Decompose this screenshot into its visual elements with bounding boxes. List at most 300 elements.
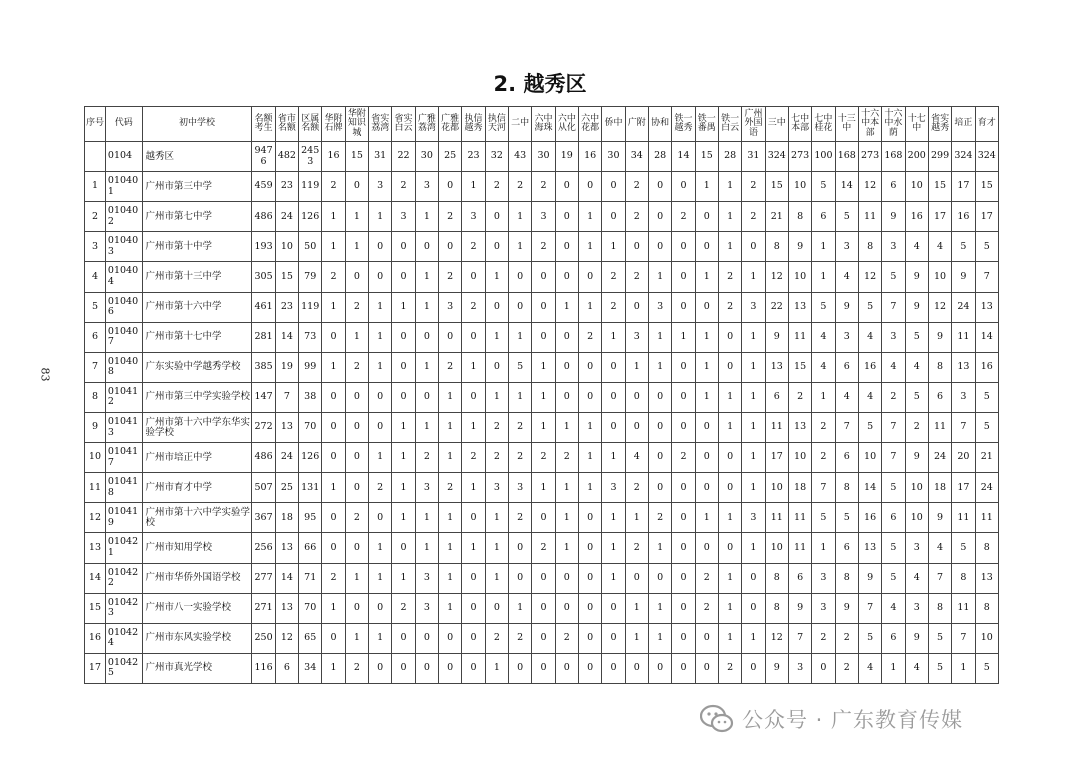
quota-cell: 1 (625, 503, 648, 533)
column-header: 省实白云 (392, 107, 415, 142)
school-name: 广州市第十六中学东华实验学校 (142, 412, 252, 442)
quota-cell: 4 (835, 262, 858, 292)
quota-cell: 7 (858, 593, 881, 623)
quota-cell: 5 (858, 412, 881, 442)
quota-cell: 6 (835, 443, 858, 473)
column-header: 执信天河 (485, 107, 508, 142)
quota-cell: 2 (672, 202, 695, 232)
quota-cell: 0 (555, 322, 578, 352)
quota-cell: 3 (882, 232, 905, 262)
quota-cell: 1 (509, 322, 532, 352)
quota-cell: 2 (555, 443, 578, 473)
quota-cell: 0 (345, 262, 368, 292)
quota-cell: 5 (882, 262, 905, 292)
quota-cell: 1 (532, 352, 555, 382)
quota-cell: 126 (299, 443, 322, 473)
quota-cell: 0 (625, 382, 648, 412)
quota-cell: 2 (742, 202, 765, 232)
quota-cell: 14 (275, 322, 298, 352)
quota-cell: 273 (858, 142, 881, 172)
table-row (85, 352, 999, 382)
quota-cell: 0 (462, 382, 485, 412)
column-header: 十六中水荫 (882, 107, 905, 142)
quota-cell: 28 (718, 142, 741, 172)
quota-cell: 1 (369, 533, 392, 563)
quota-cell: 3 (415, 172, 438, 202)
quota-cell: 0 (415, 623, 438, 653)
quota-cell: 24 (952, 292, 975, 322)
school-code: 010418 (105, 473, 142, 503)
quota-cell: 4 (905, 563, 928, 593)
quota-cell: 305 (252, 262, 275, 292)
quota-cell: 0 (578, 262, 601, 292)
quota-cell: 13 (275, 533, 298, 563)
quota-cell: 2 (439, 262, 462, 292)
quota-cell: 21 (975, 443, 998, 473)
quota-cell: 1 (322, 232, 345, 262)
quota-cell: 1 (718, 593, 741, 623)
row-index: 7 (85, 352, 106, 382)
quota-cell: 19 (275, 352, 298, 382)
quota-cell: 200 (905, 142, 928, 172)
table-row (85, 322, 999, 352)
quota-cell: 0 (742, 563, 765, 593)
quota-cell: 17 (928, 202, 951, 232)
quota-cell: 0 (555, 232, 578, 262)
quota-cell: 1 (648, 262, 671, 292)
quota-cell: 0 (718, 533, 741, 563)
quota-cell: 2 (509, 412, 532, 442)
quota-cell: 3 (462, 202, 485, 232)
quota-cell: 5 (975, 382, 998, 412)
quota-cell: 168 (835, 142, 858, 172)
quota-cell: 43 (509, 142, 532, 172)
quota-cell: 1 (345, 232, 368, 262)
quota-cell: 1 (742, 262, 765, 292)
quota-cell: 30 (415, 142, 438, 172)
quota-cell: 1 (462, 352, 485, 382)
table-row (85, 563, 999, 593)
quota-cell: 10 (858, 443, 881, 473)
quota-cell: 461 (252, 292, 275, 322)
quota-cell: 8 (765, 593, 788, 623)
quota-cell: 14 (858, 473, 881, 503)
quota-cell: 3 (509, 473, 532, 503)
quota-cell: 1 (509, 593, 532, 623)
quota-cell: 7 (952, 412, 975, 442)
quota-cell: 0 (369, 382, 392, 412)
quota-cell: 0 (532, 262, 555, 292)
quota-cell: 1 (718, 202, 741, 232)
school-code: 010425 (105, 653, 142, 683)
quota-cell: 0 (672, 473, 695, 503)
quota-cell: 1 (695, 172, 718, 202)
quota-cell: 1 (485, 382, 508, 412)
quota-cell: 273 (788, 142, 811, 172)
quota-cell: 2 (695, 593, 718, 623)
row-index: 15 (85, 593, 106, 623)
quota-cell: 2 (812, 443, 835, 473)
school-name: 广州市第三中学实验学校 (142, 382, 252, 412)
school-name: 广州市第十三中学 (142, 262, 252, 292)
quota-cell: 0 (718, 473, 741, 503)
table-row (85, 473, 999, 503)
quota-cell: 1 (345, 202, 368, 232)
quota-cell: 0 (602, 382, 625, 412)
quota-cell: 2 (905, 412, 928, 442)
quota-cell: 23 (275, 172, 298, 202)
quota-cell: 1 (392, 503, 415, 533)
header-row (85, 107, 999, 142)
quota-cell: 0 (742, 593, 765, 623)
quota-cell: 8 (788, 202, 811, 232)
quota-cell: 4 (905, 232, 928, 262)
quota-cell: 4 (858, 382, 881, 412)
table-body (85, 142, 999, 684)
school-code: 010406 (105, 292, 142, 322)
quota-cell: 24 (275, 443, 298, 473)
quota-cell: 0 (345, 593, 368, 623)
quota-cell: 8 (835, 563, 858, 593)
quota-cell: 38 (299, 382, 322, 412)
quota-cell: 0 (648, 412, 671, 442)
column-header: 序号 (85, 107, 106, 142)
quota-cell: 0 (812, 653, 835, 683)
quota-cell: 0 (578, 352, 601, 382)
quota-cell: 0 (672, 172, 695, 202)
quota-cell: 2 (812, 412, 835, 442)
quota-cell: 0 (672, 352, 695, 382)
quota-cell: 3 (835, 322, 858, 352)
quota-cell: 4 (905, 653, 928, 683)
quota-cell: 13 (765, 352, 788, 382)
quota-cell: 0 (625, 563, 648, 593)
column-header: 十七中 (905, 107, 928, 142)
quota-cell: 119 (299, 172, 322, 202)
school-code: 010417 (105, 443, 142, 473)
row-index: 10 (85, 443, 106, 473)
column-header: 铁一越秀 (672, 107, 695, 142)
quota-cell: 0 (555, 262, 578, 292)
quota-cell: 1 (392, 292, 415, 322)
quota-cell: 2 (392, 593, 415, 623)
quota-cell: 0 (672, 412, 695, 442)
quota-cell: 9 (905, 262, 928, 292)
quota-cell: 0 (578, 653, 601, 683)
quota-cell: 15 (275, 262, 298, 292)
column-header: 省实荔湾 (369, 107, 392, 142)
quota-cell: 3 (625, 322, 648, 352)
quota-cell: 1 (345, 623, 368, 653)
quota-cell: 2 (462, 443, 485, 473)
quota-cell: 10 (765, 473, 788, 503)
quota-cell: 25 (275, 473, 298, 503)
quota-cell: 8 (975, 533, 998, 563)
quota-cell: 13 (975, 563, 998, 593)
quota-cell: 0 (532, 292, 555, 322)
quota-cell: 1 (369, 292, 392, 322)
quota-cell: 6 (835, 533, 858, 563)
quota-cell: 3 (788, 653, 811, 683)
quota-cell: 2 (835, 623, 858, 653)
quota-cell: 1 (648, 352, 671, 382)
quota-cell: 9 (858, 563, 881, 593)
quota-cell: 1 (718, 172, 741, 202)
quota-cell: 0 (345, 443, 368, 473)
quota-cell: 3 (648, 292, 671, 322)
quota-cell: 14 (975, 322, 998, 352)
quota-cell: 0 (602, 202, 625, 232)
quota-cell: 1 (439, 503, 462, 533)
quota-cell: 0 (718, 443, 741, 473)
quota-cell: 1 (462, 473, 485, 503)
quota-cell: 66 (299, 533, 322, 563)
quota-cell: 1 (322, 473, 345, 503)
quota-cell: 9 (905, 443, 928, 473)
quota-cell: 324 (975, 142, 998, 172)
quota-cell: 13 (275, 412, 298, 442)
quota-cell: 2 (625, 202, 648, 232)
quota-cell: 16 (952, 202, 975, 232)
quota-cell: 0 (672, 292, 695, 322)
quota-cell: 1 (392, 443, 415, 473)
quota-cell: 5 (905, 382, 928, 412)
quota-cell: 31 (369, 142, 392, 172)
row-index: 14 (85, 563, 106, 593)
quota-cell: 9 (788, 232, 811, 262)
quota-cell: 1 (532, 382, 555, 412)
school-name: 广州市第七中学 (142, 202, 252, 232)
quota-cell: 22 (765, 292, 788, 322)
quota-cell: 3 (439, 292, 462, 322)
table-row (85, 412, 999, 442)
wechat-icon (700, 704, 734, 734)
quota-cell: 9 (905, 623, 928, 653)
school-name: 广州市知用学校 (142, 533, 252, 563)
quota-cell: 4 (928, 232, 951, 262)
quota-cell: 5 (975, 232, 998, 262)
quota-cell: 20 (952, 443, 975, 473)
quota-cell: 5 (928, 653, 951, 683)
quota-cell: 7 (275, 382, 298, 412)
school-name: 越秀区 (142, 142, 252, 172)
quota-cell: 1 (345, 322, 368, 352)
row-index: 1 (85, 172, 106, 202)
quota-cell: 1 (578, 292, 601, 322)
quota-cell: 0 (532, 322, 555, 352)
row-index: 11 (85, 473, 106, 503)
quota-cell: 6 (928, 382, 951, 412)
table-row (85, 533, 999, 563)
quota-cell: 13 (788, 292, 811, 322)
quota-cell: 11 (765, 412, 788, 442)
quota-cell: 2 (392, 172, 415, 202)
quota-cell: 1 (578, 202, 601, 232)
quota-cell: 12 (765, 623, 788, 653)
quota-cell: 0 (555, 653, 578, 683)
quota-cell: 1 (439, 563, 462, 593)
quota-cell: 1 (509, 232, 532, 262)
quota-cell: 5 (882, 563, 905, 593)
quota-cell: 1 (415, 352, 438, 382)
quota-cell: 7 (788, 623, 811, 653)
quota-cell: 0 (602, 412, 625, 442)
quota-cell: 1 (625, 623, 648, 653)
quota-cell: 0 (578, 382, 601, 412)
quota-cell: 0 (672, 623, 695, 653)
watermark-text: 公众号 · 广东教育传媒 (742, 708, 964, 732)
quota-cell: 34 (625, 142, 648, 172)
quota-cell: 0 (672, 503, 695, 533)
quota-cell: 1 (415, 202, 438, 232)
quota-cell: 3 (602, 473, 625, 503)
quota-cell: 2 (345, 653, 368, 683)
quota-cell: 6 (882, 172, 905, 202)
quota-cell: 1 (578, 412, 601, 442)
quota-cell: 1 (439, 593, 462, 623)
school-name: 广州市第三中学 (142, 172, 252, 202)
quota-cell: 2 (602, 262, 625, 292)
quota-cell: 6 (812, 202, 835, 232)
quota-cell: 271 (252, 593, 275, 623)
quota-cell: 18 (788, 473, 811, 503)
quota-cell: 0 (625, 232, 648, 262)
quota-cell: 1 (742, 382, 765, 412)
column-header: 广附 (625, 107, 648, 142)
quota-cell: 9 (905, 292, 928, 322)
quota-cell: 13 (275, 593, 298, 623)
quota-cell: 0 (695, 202, 718, 232)
quota-cell: 8 (952, 563, 975, 593)
quota-cell: 0 (602, 593, 625, 623)
quota-cell: 1 (578, 473, 601, 503)
quota-cell: 17 (765, 443, 788, 473)
table-row (85, 653, 999, 683)
quota-cell: 1 (322, 202, 345, 232)
quota-cell: 1 (695, 503, 718, 533)
quota-cell: 3 (485, 473, 508, 503)
school-name: 广州市第十六中学 (142, 292, 252, 322)
quota-cell: 272 (252, 412, 275, 442)
column-header: 广雅花都 (439, 107, 462, 142)
quota-cell: 0 (672, 232, 695, 262)
school-code: 010413 (105, 412, 142, 442)
quota-cell: 486 (252, 443, 275, 473)
quota-cell: 1 (462, 412, 485, 442)
quota-cell: 2 (882, 382, 905, 412)
quota-cell: 1 (392, 473, 415, 503)
quota-cell: 0 (555, 593, 578, 623)
quota-cell: 3 (415, 593, 438, 623)
column-header: 七中桂花 (812, 107, 835, 142)
quota-cell: 5 (905, 322, 928, 352)
quota-cell: 13 (975, 292, 998, 322)
quota-cell: 0 (322, 322, 345, 352)
quota-cell: 0 (648, 382, 671, 412)
column-header: 执信越秀 (462, 107, 485, 142)
school-code: 010408 (105, 352, 142, 382)
quota-cell: 5 (509, 352, 532, 382)
quota-cell: 4 (858, 322, 881, 352)
quota-cell: 9 (765, 653, 788, 683)
quota-cell: 21 (765, 202, 788, 232)
column-header: 广州外国语 (742, 107, 765, 142)
quota-cell: 119 (299, 292, 322, 322)
quota-cell: 2 (532, 443, 555, 473)
quota-cell: 1 (742, 322, 765, 352)
quota-cell: 1 (672, 322, 695, 352)
quota-cell: 11 (952, 503, 975, 533)
row-index: 16 (85, 623, 106, 653)
school-code: 010412 (105, 382, 142, 412)
quota-cell: 12 (858, 262, 881, 292)
quota-cell: 5 (858, 623, 881, 653)
quota-cell: 7 (812, 473, 835, 503)
quota-cell: 0 (369, 653, 392, 683)
quota-cell: 1 (322, 292, 345, 322)
school-name: 广州市第十中学 (142, 232, 252, 262)
quota-cell: 1 (345, 563, 368, 593)
quota-cell: 131 (299, 473, 322, 503)
quota-cell: 3 (905, 533, 928, 563)
quota-cell: 4 (858, 653, 881, 683)
quota-cell: 1 (485, 653, 508, 683)
quota-cell: 11 (788, 322, 811, 352)
quota-cell: 11 (788, 533, 811, 563)
quota-cell: 17 (975, 202, 998, 232)
quota-cell: 6 (882, 503, 905, 533)
quota-cell: 0 (578, 172, 601, 202)
quota-cell: 24 (928, 443, 951, 473)
row-index: 6 (85, 322, 106, 352)
column-header: 广雅荔湾 (415, 107, 438, 142)
quota-cell: 6 (882, 623, 905, 653)
quota-cell: 1 (695, 262, 718, 292)
quota-cell: 11 (975, 503, 998, 533)
quota-cell: 0 (742, 232, 765, 262)
quota-cell: 1 (439, 533, 462, 563)
school-name: 广州市八一实验学校 (142, 593, 252, 623)
quota-cell: 2 (788, 382, 811, 412)
quota-cell: 22 (392, 142, 415, 172)
column-header: 十六中本部 (858, 107, 881, 142)
quota-cell: 1 (742, 533, 765, 563)
quota-cell: 1 (555, 412, 578, 442)
quota-cell: 0 (509, 653, 532, 683)
quota-cell: 0 (555, 202, 578, 232)
quota-cell: 8 (975, 593, 998, 623)
quota-cell: 0 (392, 382, 415, 412)
quota-cell: 281 (252, 322, 275, 352)
quota-cell: 1 (485, 262, 508, 292)
quota-cell: 0 (485, 593, 508, 623)
quota-cell: 11 (858, 202, 881, 232)
quota-cell: 0 (672, 533, 695, 563)
quota-cell: 385 (252, 352, 275, 382)
quota-cell: 100 (812, 142, 835, 172)
quota-cell: 1 (322, 593, 345, 623)
quota-cell: 0 (695, 443, 718, 473)
school-code: 010423 (105, 593, 142, 623)
quota-cell: 10 (788, 262, 811, 292)
quota-cell: 10 (905, 172, 928, 202)
page-number: 83 (38, 367, 52, 382)
quota-cell: 2 (322, 563, 345, 593)
quota-cell: 7 (835, 412, 858, 442)
quota-cell: 9 (952, 262, 975, 292)
quota-cell: 8 (928, 352, 951, 382)
quota-cell: 1 (742, 412, 765, 442)
